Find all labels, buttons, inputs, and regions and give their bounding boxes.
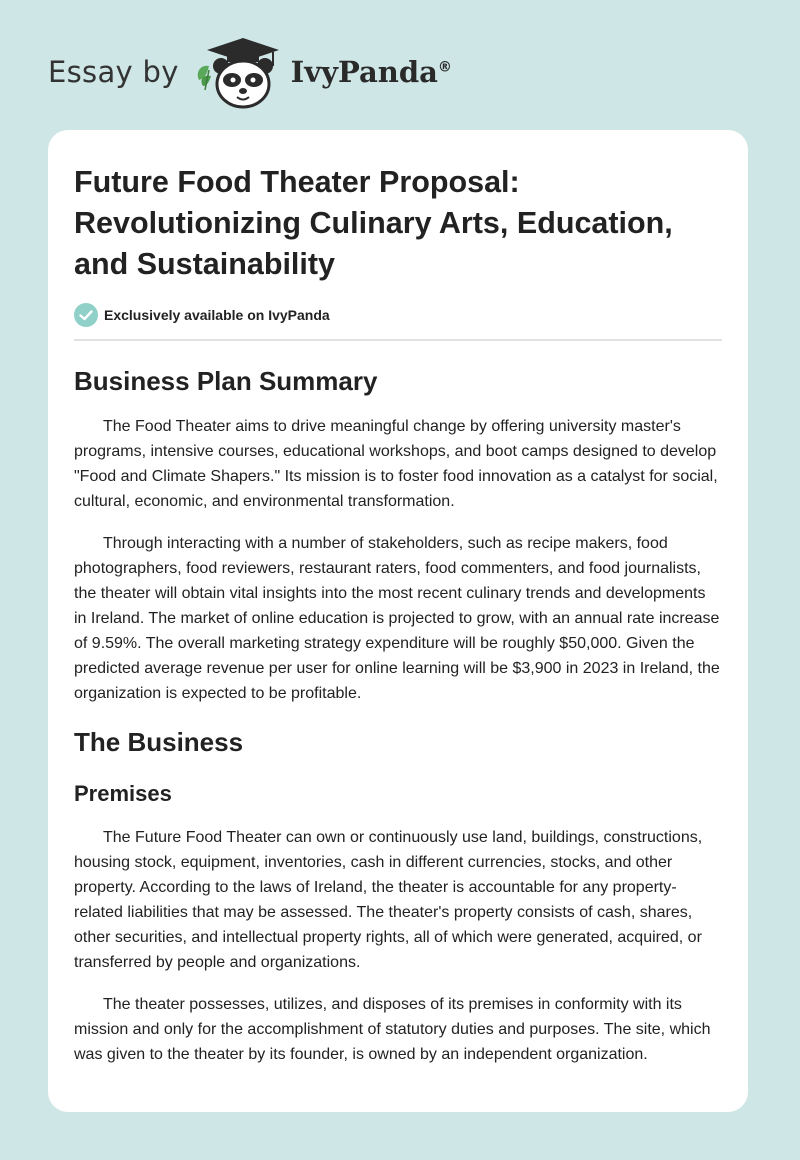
panda-mascot-icon: [193, 34, 285, 110]
paragraph: The theater possesses, utilizes, and disposes of its premises in conformity with its mission and only for the accomplishment of statutory duties and purposes. The site, which was given to the theater by its founder, is owned by an independent organization.: [74, 996, 711, 1063]
heading-the-business: The Business: [74, 727, 244, 757]
exclusive-badge-text: Exclusively available on IvyPanda: [104, 307, 330, 323]
check-badge-icon: [74, 303, 98, 327]
exclusive-badge: [74, 303, 722, 327]
essay-title: Future Food Theater Proposal: Revolutionizing Culinary Arts, Education, and Sustainability: [74, 165, 673, 281]
brand-prefix: Essay by: [48, 55, 179, 89]
essay-card: [48, 130, 748, 1112]
heading-business-plan-summary: Business Plan Summary: [74, 366, 378, 396]
heading-premises: Premises: [74, 781, 172, 806]
paragraph: The Food Theater aims to drive meaningful change by offering university master's programs, intensive courses, educational workshops, and boot camps designed to develop "Food and Climate Shapers." Its mission is to foster food innovation as a catalyst for social, cultural, economic, and environmental transformation.: [74, 418, 718, 510]
brand-logo[interactable]: [48, 34, 452, 110]
paragraph: The Future Food Theater can own or continuously use land, buildings, constructions, housing stock, equipment, inventories, cash in different currencies, stocks, and other property. According to the laws of Ireland, the theater is accountable for any property-related liabilities that may be assessed. The theater's property consists of cash, shares, other securities, and intellectual property rights, all of which were generated, acquired, or transferred by people and organizations.: [74, 829, 703, 971]
brand-name: IvyPanda®: [290, 55, 452, 89]
paragraph: Through interacting with a number of stakeholders, such as recipe makers, food photographers, food reviewers, restaurant raters, food commenters, and food journalists, the theater will obtain vital insights into the most recent culinary trends and developments in Ireland. The market of online education is projected to grow, with an annual rate increase of 9.59%. The overall marketing strategy expenditure will be roughly $50,000. Given the predicted average revenue per user for online learning will be $3,900 in 2023 in Ireland, the organization is expected to be profitable.: [74, 535, 720, 702]
title-divider: [74, 339, 722, 341]
